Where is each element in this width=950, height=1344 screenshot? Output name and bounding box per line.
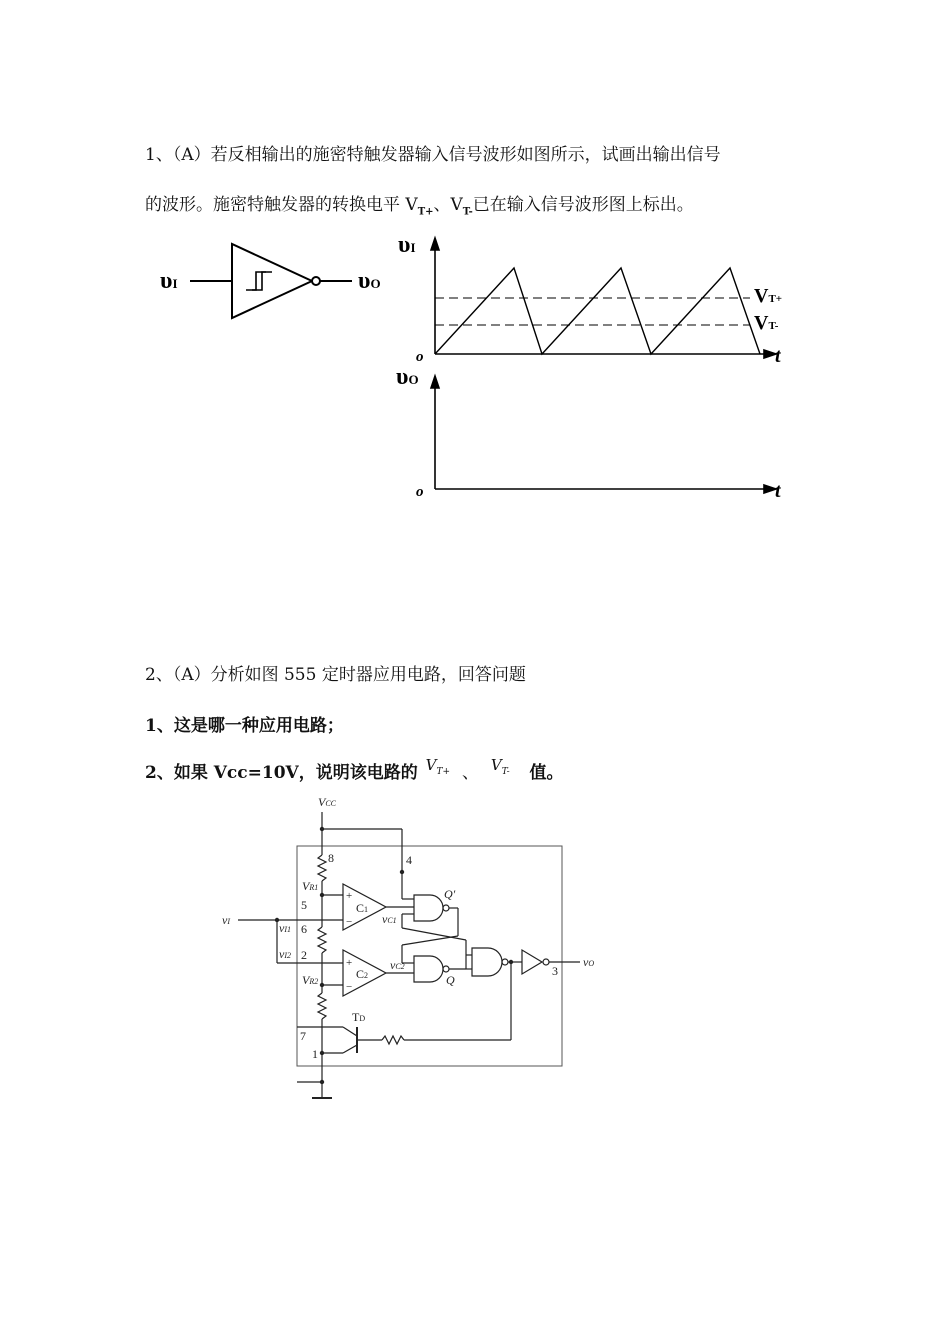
q1-line2-sub1: T+ <box>417 206 434 218</box>
base-resistor <box>382 1036 404 1044</box>
q2-sep: 、 <box>461 763 479 783</box>
nand-gate-2 <box>414 956 443 982</box>
output-label: υO <box>358 268 381 294</box>
nand-gate-1 <box>414 895 443 921</box>
resistor-r3 <box>318 993 326 1019</box>
vcc-label: VCC <box>318 795 337 809</box>
c2-plus: + <box>346 957 353 969</box>
top-time-label: t <box>775 345 781 367</box>
q-label: Q <box>446 973 455 987</box>
c2-minus: − <box>346 981 353 993</box>
q1-line2-pre: 的波形。施密特触发器的转换电平 V <box>145 195 418 215</box>
q2-sub2-pre: 2、如果 Vcc=10V，说明该电路的 <box>145 763 418 783</box>
q1-line2-mid: 、V <box>433 195 463 215</box>
top-origin: o <box>416 349 424 365</box>
input-label: υI <box>160 268 178 294</box>
pin-2: 2 <box>301 948 307 962</box>
vo-label: vO <box>583 955 595 969</box>
vc2-label: vC2 <box>390 958 405 972</box>
c2-label: C2 <box>356 967 369 981</box>
pin-6: 6 <box>301 922 307 936</box>
nand-gate-3 <box>472 948 502 976</box>
vt-plus-label: VT+ <box>754 285 783 307</box>
q2-sub1: 1、这是哪一种应用电路； <box>145 716 344 736</box>
pin-3: 3 <box>552 964 558 978</box>
q1-line2-post: 已在输入信号波形图上标出。 <box>472 195 694 215</box>
output-inverter <box>522 950 542 974</box>
resistor-r2 <box>318 927 326 953</box>
q2-vt-minus: $V_{T-}$ <box>490 756 510 777</box>
c1-plus: + <box>346 890 353 902</box>
vc1-label: vC1 <box>382 912 397 926</box>
vi-label: vI <box>222 913 230 927</box>
vr2-label: VR2 <box>302 973 319 987</box>
q2-sub2-post: 值。 <box>529 763 564 783</box>
vr1-label: VR1 <box>302 879 319 893</box>
bottom-origin: o <box>416 484 424 500</box>
vi1-label: vI1 <box>279 921 291 935</box>
vt-minus-label: VT- <box>754 312 779 334</box>
vi2-label: vI2 <box>279 947 291 961</box>
pin-7: 7 <box>300 1029 306 1043</box>
pin-4: 4 <box>406 853 412 867</box>
bottom-axis-label: υO <box>396 364 419 390</box>
pin-8: 8 <box>328 851 334 865</box>
top-axis-label: υI <box>398 232 416 258</box>
q1-line1: 1、（A）若反相输出的施密特触发器输入信号波形如图所示，试画出输出信号 <box>145 145 721 165</box>
q-prime-label: Q′ <box>444 887 456 901</box>
q2-vt-plus: $V_{T+}$ <box>425 756 451 777</box>
pin-1: 1 <box>312 1047 318 1061</box>
q1-line2-sub2: T- <box>462 206 473 218</box>
td-label: TD <box>352 1010 366 1024</box>
bottom-time-label: t <box>775 480 781 502</box>
pin-5: 5 <box>301 898 307 912</box>
resistor-r1 <box>318 855 326 881</box>
c1-label: C1 <box>356 901 369 915</box>
q2-title: 2、（A）分析如图 555 定时器应用电路，回答问题 <box>145 665 526 685</box>
c1-minus: − <box>346 916 353 928</box>
